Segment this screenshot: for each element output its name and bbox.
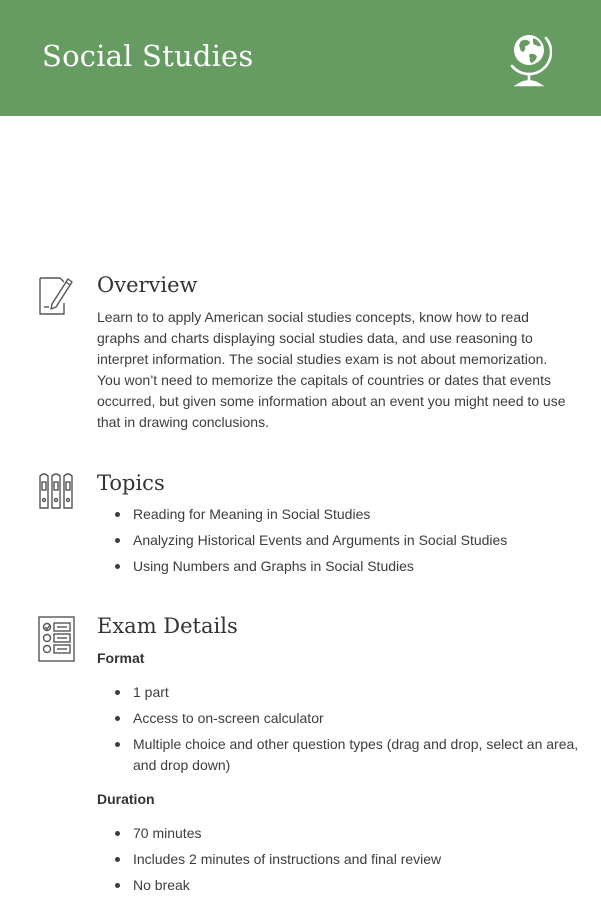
list-item: Analyzing Historical Events and Arguments in Social Studies (133, 530, 601, 551)
list-item: Using Numbers and Graphs in Social Studies (133, 556, 601, 577)
list-item: 70 minutes (133, 823, 601, 844)
pencil-paper-icon (38, 273, 74, 317)
binders-icon (38, 472, 76, 510)
list-item: Access to on-screen calculator (133, 708, 601, 729)
list-item: Includes 2 minutes of instructions and final review (133, 849, 601, 870)
list-item: 1 part (133, 682, 601, 703)
overview-title: Overview (97, 273, 198, 297)
header-banner (0, 0, 601, 116)
globe-icon (506, 26, 552, 88)
checklist-icon (38, 616, 76, 662)
list-item: Reading for Meaning in Social Studies (133, 504, 601, 525)
format-label: Format (97, 650, 145, 666)
format-list (97, 682, 601, 781)
page-title: Social Studies (42, 39, 254, 73)
overview-text: Learn to to apply American social studies concepts, know how to read graphs and charts displaying social studies data, and use reasoning to interpret information. The social studies exam is not about memorization. You won’t need to memorize the capitals of countries or dates that events occurred, but given some information about an event you might need to use that in drawing conclusions. (97, 309, 566, 430)
exam-details-title: Exam Details (97, 614, 238, 638)
topics-list (97, 504, 601, 582)
list-item: Multiple choice and other question types (drag and drop, select an area, and drop down) (133, 734, 601, 776)
topics-title: Topics (97, 471, 165, 495)
duration-label: Duration (97, 791, 155, 807)
duration-list (97, 823, 601, 901)
list-item: No break (133, 875, 601, 896)
